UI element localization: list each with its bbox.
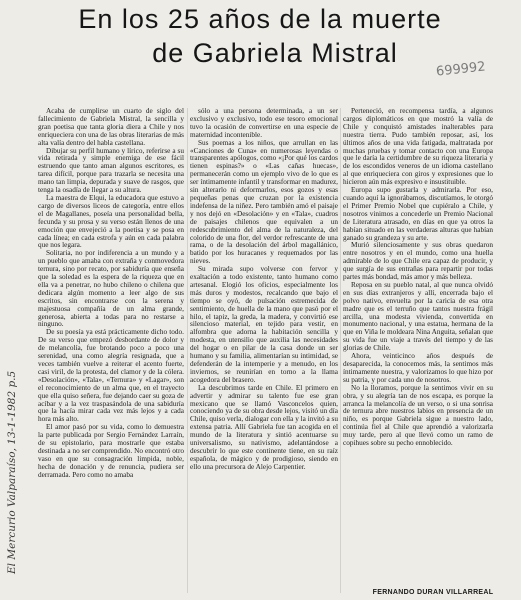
paragraph: Dibujar su perfil humano y lírico, referirse a su vida retirada y simple enemiga de ese fácil estruendo que tanto aman algunos escritores, es tarea difícil, porque para trazarla se necesita una mano tan limpia, depurada y suave de rasgos, que tenga la osadía de llegar a su altura. [38,146,184,195]
paragraph: Sus poemas a los niños, que arrullan en las «Canciones de Cuna» en numerosas leyendas o transparentes apólogos, como «¡Por qué los cardos tienen espinas?» o «Las cañas huecas», permanecerán como un ejemplo vivo de lo que es ser íntimamente infantil y transformar en madurez, sin alterarlo ni deformarlos, esos gozos y esas pequeñas penas que cruzan por la existencia indefensa de la niñez. Pero también amó el paisaje y nos dejó en «Desolación» y en «Tala», cuadros de paisajes chilenos que equivalen a un redescubrimiento del alma de la naturaleza, del colorido de una flor, del verdor refrescante de una rama, o de la desolación del árbol magallánico, batido por los huracanes y requemados por las nieves. [190,138,338,266]
article-column-1 [38,108,184,588]
headline-line-1: En los 25 años de la muerte [78,4,442,34]
author-byline: FERNANDO DURAN VILLARREAL [372,589,494,596]
column-divider [187,108,188,593]
paragraph: La maestra de Elqui, la educadora que estuvo a cargo de diversos liceos de categoría, entre ellos el de Magallanes, poseía una personalidad bella, fecunda y su prosa y su verso están llenos de una emoción que envejeció a la poetisa y se posa en cada línea; en cada estrofa y aún en cada palabra que nos legara. [38,193,184,250]
paragraph: Reposa en su pueblo natal, al que nunca olvidó en sus días extranjeros y allí, encerrada bajo el polvo nativo, envuelta por la caricia de esa otra madre que es el terruño que tantos nuestra frágil arcilla, una modesta vivienda, convertida en monumento nacional, y una estatua, hermana de la que en Viña le moldeara Nina Anguita, señalan que su vida fue un viaje a través del tiempo y de las glorias de Chile. [343,280,493,353]
article-column-3 [343,108,493,588]
archive-stamp: 699992 [435,59,487,80]
paragraph: Murió silenciosamente y sus obras quedaron entre nosotros y en el mundo, como una huella admirable de lo que Chile era capaz de producir, y que surgía de sus entrañas para repartir por todas partes más bondad, más amor y más belleza. [343,241,493,282]
paragraph: De su poesía ya está prácticamente dicho todo. De su verso que empezó desbordante de dolor y de melancolía, fue brotando poco a poco una serenidad, una como alegría resignada, que a veces también vuelve a reiterar el acento fuerte, casi viril, de la protesta, del clamor y de la cólera. «Desolación», «Tala», «Ternura» y «Lagar», son el reconocimiento de un alma que, en el trayecto que ella quiso señera, fue dejando caer su goza de acíbar y a la vez traspasándola de una sabiduría que la hacía mirar cada vez más lejos y a cada hora más alto. [38,328,184,424]
handwritten-margin-note: El Mercurio Valparaíso, 13-1-1982 p.5 [6,370,18,574]
paragraph: Perteneció, en recompensa tardía, a algunos cargos diplomáticos en que mostró la valía de Chile y conquistó amistades inalterables para nuestra tierra. Pudo también reposar, así, los últimos años de una vida fatigada, maltratada por muchas pruebas y tomar contacto con una Europa que le daría la certidumbre de su riqueza literaria y de los escondidos veneros de un idioma castellano al que enriqueciera con giros y expresiones que lo hicieron aún más expresivo e insustituible. [343,108,493,187]
paragraph: El amor pasó por su vida, como lo demuestra la parte publicada por Sergio Fernández Larraín, de su epistolario, para mostrarle que estaba destinada a no ser comprendido. No encontró otro vaso en que su consagración limpida, noble, hecha de donación y de renuncia, pudiera ser derramada. Pero como no amaba [38,423,184,479]
headline-line-2: de Gabriela Mistral [152,38,398,68]
paragraph: Europa supo gustarla y admirarla. Por eso, cuando aquí la ignorábamos, discutíamos, le otorgó el Primer Premio Nobel que cupiéralo a Chile, y nosotros vinimos a concederle un Premio Nacional de Literatura atrasado, en días en que ya otros la habían situado en las verdaderas alturas que habían ganado su grandeza y su arte. [343,186,493,242]
article-column-2 [190,108,338,588]
paragraph: Ahora, veinticinco años después de desaparecida, la conocemos más, la sentimos más íntimamente nuestra, y valorizamos lo que hizo por su patria, y por cada uno de nosotros. [343,352,493,384]
paragraph: Solitaria, no por indiferencia a un mundo y a un pueblo que amaba con extraña y conmovedora ternura, sino por recato, por sabiduría que enseña que la soledad es la espera de la riqueza que en ella va a penetrar, no hubo chileno o chilena que dedicara algún momento a leer algo de sus escritos, sin encontrarse con la serena y majestuosa compañía de un alma grande, generosa, abierta a todas para no restarse a ninguno. [38,249,184,329]
paragraph: sólo a una persona determinada, a un ser exclusivo y exclusivo, todo ese tesoro emocional tuvo la ocasión de convertirse en una especie de maternidad incontenible. [190,108,338,139]
column-divider [340,108,341,593]
paragraph: Acaba de cumplirse un cuarto de siglo del fallecimiento de Gabriela Mistral, la sencilla y gran poetisa que tanta gloria diera a Chile y nos enriqueciera con una de las obras literarias de más alta valía dentro del habla castellana. [38,108,184,147]
paragraph: Su mirada supo volverse con fervor y exaltación a todo existente, tanto humano como artesanal. Elogió los oficios, especialmente los más duros y modestos, recalcando que bajo el tiempo se oyó, de pulsación estremecida de sentimiento, de huella de la mano que pasó por el hilo, el tapiz, la greda, la madera, y convirtió ese silencioso material, en tejido para vestir, en alfombra que adorna la habitación sencilla y modesta, en utensilio que auxilia las necesidades del hogar o en pilar de la casa donde un ser humano y su familia, alimentarían su intimidad, se defenderán de la intemperie y a menudo, en los inviernos, se reunirían en torno a la llama acogedora del brasero. [190,265,338,384]
paragraph: La descubrimos tarde en Chile. El primero en advertir y admirar su talento fue ese gran mexicano que se llamó Vasconcelos quien, conociendo ya de su obra desde lejos, visitó un día Chile, quiso verla, dialogar con ella y la invitó a su extensa patria. Allí Gabriela fue tan acogida en el mundo de la literatura y sintió acentuarse su universalismo, su nativismo, adelantándose a descubrir lo que este continente tiene, en su raíz española, de mágico y de prodigioso, siendo en ello una precursora de Alejo Carpentier. [190,383,338,471]
paragraph: No la lloramos, porque la sentimos vivir en su obra, y su alegría tan de nos escapa, es porque la arranca la melancolía de un verso, o si una sonrisa de ternura abre nuestros labios en presencia de un niño, es porque Gabriela sigue a nuestro lado, continúa fiel al Chile que aprendió a valorizarla muy tarde, pero al que llevó como un ramo de copihues sobre su pecho ennoblecido. [343,383,493,448]
